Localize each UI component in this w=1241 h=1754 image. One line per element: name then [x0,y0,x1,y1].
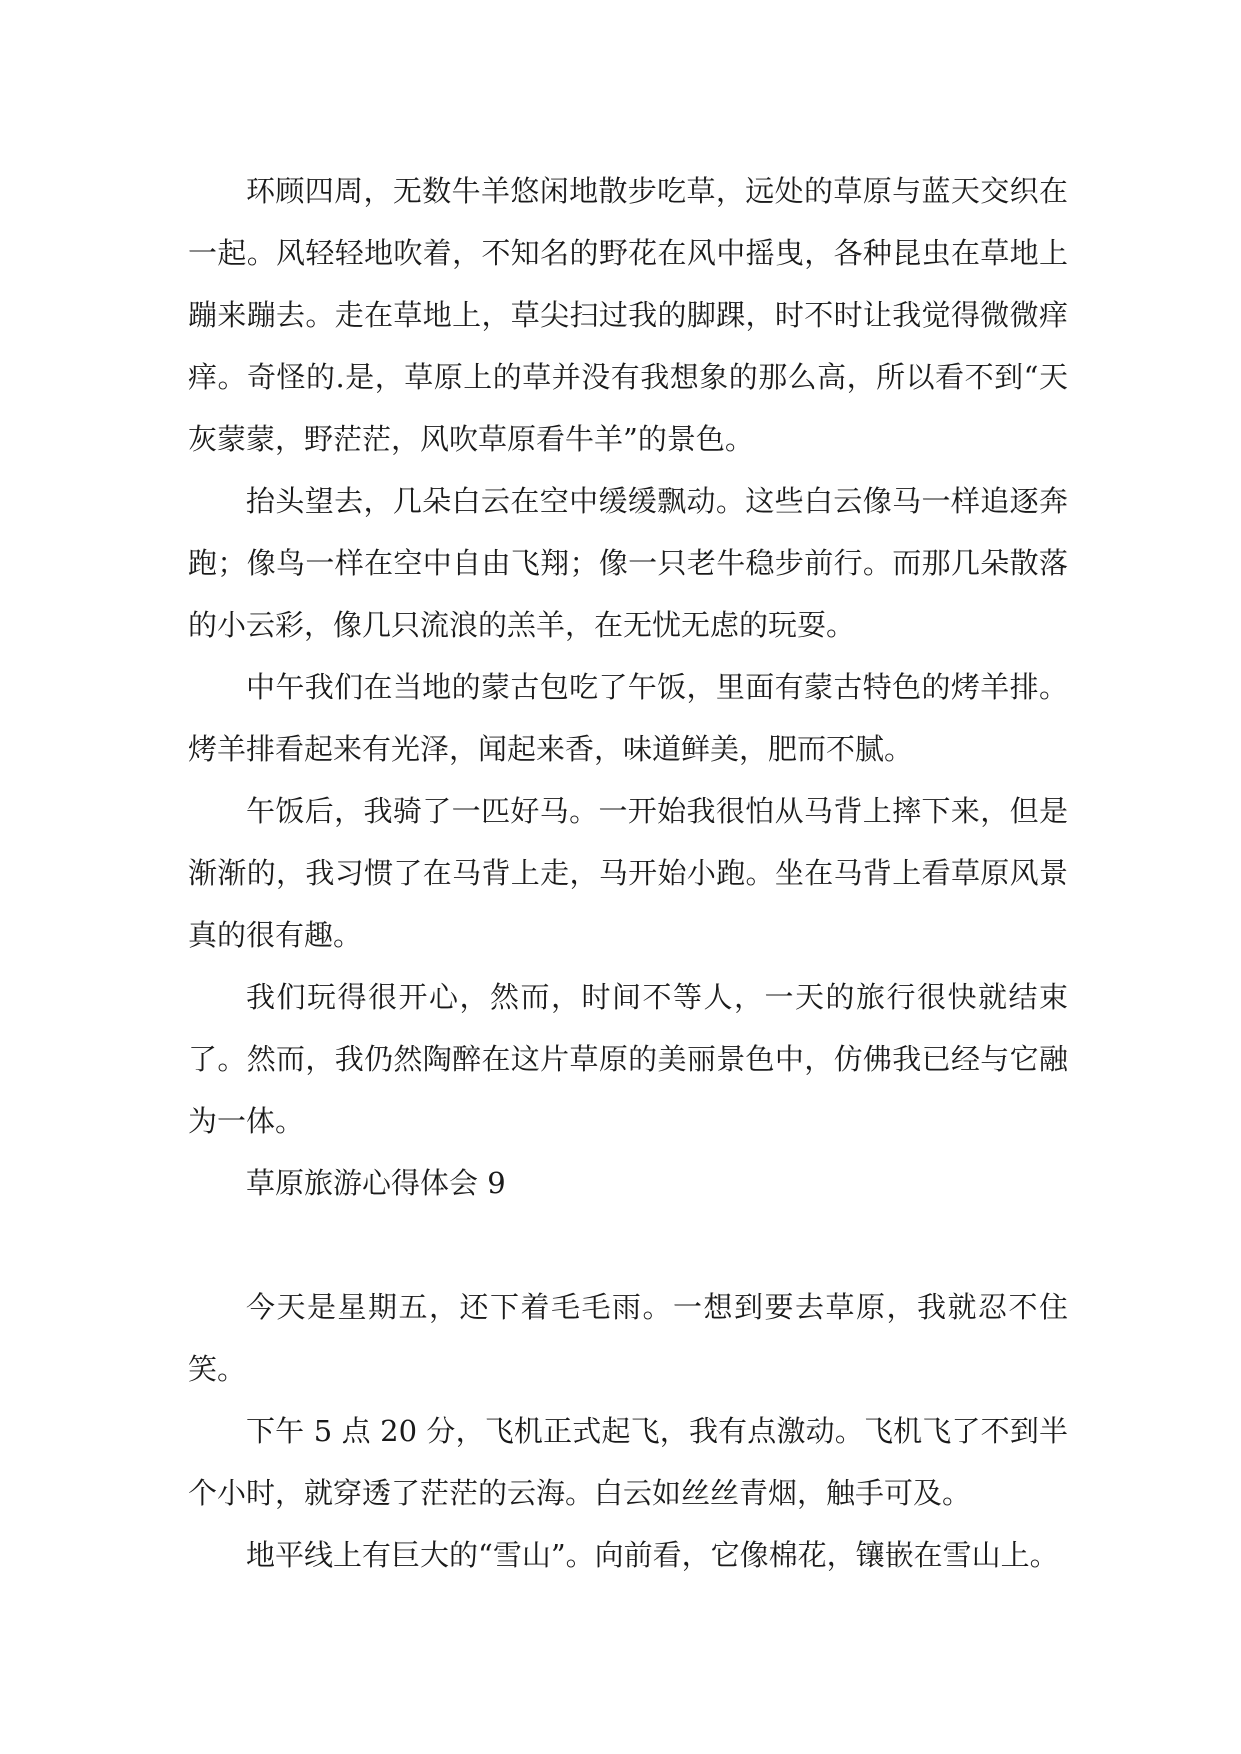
paragraph-trip-end: 我们玩得很开心，然而，时间不等人，一天的旅行很快就结束了。然而，我仍然陶醉在这片草原的美丽景色中，仿佛我已经与它融为一体。 [188,980,1068,1138]
paragraph-horse-riding: 午饭后，我骑了一匹好马。一开始我很怕从马背上摔下来，但是渐渐的，我习惯了在马背上走，马开始小跑。坐在马背上看草原风景真的很有趣。 [188,794,1068,952]
paragraph-clouds: 抬头望去，几朵白云在空中缓缓飘动。这些白云像马一样追逐奔跑；像鸟一样在空中自由飞翔；像一只老牛稳步前行。而那几朵散落的小云彩，像几只流浪的羔羊，在无忧无虑的玩耍。 [188,484,1068,642]
document-body [188,160,1068,1586]
paragraph-friday: 今天是星期五，还下着毛毛雨。一想到要去草原，我就忍不住笑。 [188,1290,1068,1386]
paragraph-takeoff: 下午 5 点 20 分，飞机正式起飞，我有点激动。飞机飞了不到半个小时，就穿透了茫茫的云海。白云如丝丝青烟，触手可及。 [188,1414,1068,1510]
paragraph-lunch: 中午我们在当地的蒙古包吃了午饭，里面有蒙古特色的烤羊排。烤羊排看起来有光泽，闻起来香，味道鲜美，肥而不腻。 [188,670,1068,766]
paragraph-grassland-scene: 环顾四周，无数牛羊悠闲地散步吃草，远处的草原与蓝天交织在一起。风轻轻地吹着，不知名的野花在风中摇曳，各种昆虫在草地上蹦来蹦去。走在草地上，草尖扫过我的脚踝，时不时让我觉得微微痒痒。奇怪的.是，草原上的草并没有我想象的那么高，所以看不到“天灰蒙蒙，野茫茫，风吹草原看牛羊”的景色。 [188,174,1068,456]
paragraph-snow-mountain: 地平线上有巨大的“雪山”。向前看，它像棉花，镶嵌在雪山上。 [246,1538,1059,1572]
section-heading: 草原旅游心得体会 9 [246,1166,506,1200]
